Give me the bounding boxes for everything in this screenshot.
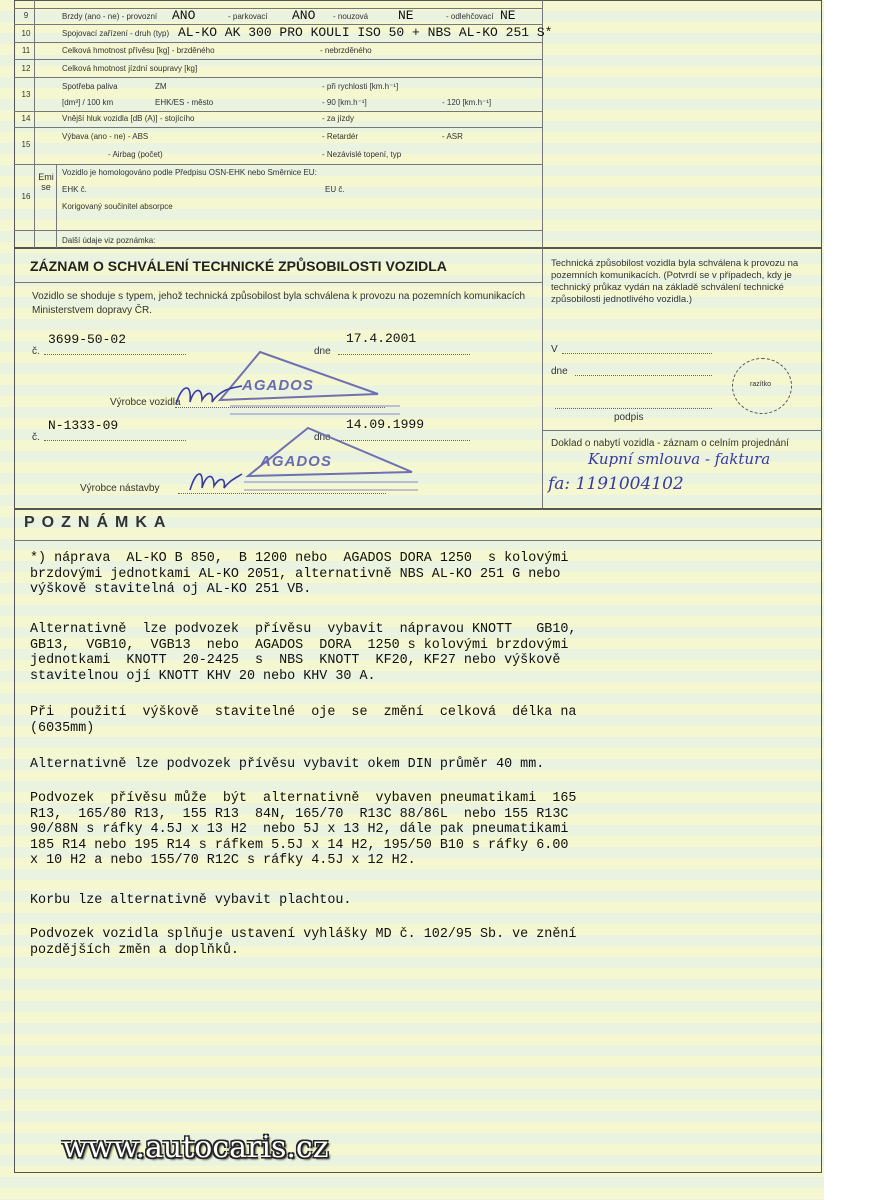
fuel-90-label: - 90 [km.h⁻¹] — [322, 98, 367, 107]
note-paragraph-6: Korbu lze alternativně vybavit plachtou. — [30, 893, 352, 908]
note-paragraph-5: Podvozek přívěsu může být alternativně vybaven pneumatikami 165 R13, 165/80 R13, 155 R13 84N, 165/70 R13C 88/86L nebo 155 R13C 90/88N s ráfky 4.5J x 13 H2 nebo 5J x 13 H2, dále pak pneumatikami 185 R14 nebo 195 R14 s ráfkem 5.5J x 14 H2, 195/50 B10 s ráfky 6.00 x 10 H2 a nebo 155/70 R12C s ráfky 4.5J x 12 H2. — [30, 791, 577, 868]
approval-date-1: 17.4.2001 — [346, 331, 417, 346]
relief-label: - odlehčovací — [446, 12, 494, 21]
number-label: č. — [32, 346, 40, 357]
row-number: 9 — [23, 11, 29, 20]
approval-divider — [542, 248, 543, 510]
note-paragraph-2: Alternativně lze podvozek přívěsu vybavit nápravou KNOTT GB10, GB13, VGB10, VGB13 nebo AGADOS DORA 1250 s kolovými brzdovými jednotkami KNOTT 20-2425 s NBS KNOTT KF20, KF27 nebo výškově stavitelnou ojí KNOTT KHV 20 nebo KHV 30 A. — [30, 622, 577, 684]
coupling-label: Spojovací zařízení - druh (typ) — [62, 29, 170, 38]
asr-label: - ASR — [442, 132, 463, 141]
fuel-120-label: - 120 [km.h⁻¹] — [442, 98, 492, 107]
number-label: č. — [32, 432, 40, 443]
signature-label: podpis — [614, 412, 644, 423]
unbraked-weight-label: - nebrzděného — [320, 46, 372, 55]
fuel-city-label: EHK/ES - město — [155, 98, 214, 107]
further-data-label: Další údaje viz poznámka: — [62, 236, 156, 245]
approval-number-1: 3699-50-02 — [48, 332, 127, 347]
handwritten-contract: Kupní smlouva - faktura — [588, 450, 771, 468]
row-number: 15 — [21, 140, 31, 149]
brakes-emergency-value: NE — [398, 8, 414, 23]
approval-date-2: 14.09.1999 — [346, 417, 425, 432]
row-number: 10 — [21, 29, 31, 38]
agados-logo-text: AGADOS — [260, 453, 332, 470]
agados-logo-text: AGADOS — [242, 377, 314, 394]
emise-vertical-label: Emise — [38, 172, 54, 192]
scan-margin — [824, 0, 872, 1200]
date-label: dne — [314, 432, 331, 443]
fuel-label: Spotřeba paliva — [62, 82, 118, 91]
acquisition-doc-label: Doklad o nabytí vozidla - záznam o celním projednání — [551, 438, 789, 449]
coupling-value: AL-KO AK 300 PRO KOULI ISO 50 + NBS AL-KO 251 S* — [178, 25, 553, 40]
note-paragraph-3: Při použití výškově stavitelné oje se změní celková délka na (6035mm) — [30, 705, 577, 736]
place-label: V — [551, 344, 558, 355]
parking-label: - parkovací — [228, 12, 268, 21]
fuel-zm-label: ZM — [155, 82, 167, 91]
absorption-label: Korigovaný součinitel absorpce — [62, 202, 173, 211]
abs-label: Výbava (ano - ne) - ABS — [62, 132, 149, 141]
vehicle-maker-label: Výrobce vozidla — [110, 397, 181, 408]
row-number: 12 — [21, 64, 31, 73]
row-number: 16 — [21, 192, 31, 201]
combination-weight-label: Celková hmotnost jízdní soupravy [kg] — [62, 64, 198, 73]
seal-label: razítko — [750, 381, 772, 388]
row-number: 11 — [21, 46, 31, 55]
emise-col-divider — [56, 165, 57, 248]
note-paragraph-1: *) náprava AL-KO B 850, B 1200 nebo AGADOS DORA 1250 s kolovými brzdovými jednotkami AL-KO 2051, alternativně NBS AL-KO 251 G nebo výškově stavitelná oj AL-KO 251 VB. — [30, 551, 569, 597]
retarder-label: - Retardér — [322, 132, 359, 141]
signature-1 — [172, 378, 252, 412]
braked-weight-label: Celková hmotnost přívěsu [kg] - brzděného — [62, 46, 215, 55]
brakes-service-value: ANO — [172, 8, 196, 23]
body-maker-label: Výrobce nástavby — [80, 483, 160, 494]
note-title: POZNÁMKA — [24, 514, 173, 531]
approval-number-2: N-1333-09 — [48, 418, 119, 433]
note-paragraph-4: Alternativně lze podvozek přívěsu vybavit okem DIN průměr 40 mm. — [30, 757, 545, 772]
brakes-relief-value: NE — [500, 8, 516, 23]
approval-intro: Vozidlo se shoduje s typem, jehož technická způsobilost byla schválena k provozu na pozemních komunikacích Ministerstvem dopravy ČR. — [32, 291, 526, 316]
noise-drive-label: - za jízdy — [322, 114, 355, 123]
fuel-unit-label: [dm³] / 100 km — [62, 98, 114, 107]
signature-2 — [186, 462, 246, 496]
brakes-label: Brzdy (ano - ne) - provozní — [62, 12, 158, 21]
ehk-label: EHK č. — [62, 185, 87, 194]
homologation-label: Vozidlo je homologováno podle Předpisu OSN-EHK nebo Směrnice EU: — [62, 168, 317, 177]
row-number: 13 — [21, 90, 31, 99]
note-paragraph-7: Podvozek vozidla splňuje ustavení vyhlášky MD č. 102/95 Sb. ve znění pozdějších změn a doplňků. — [30, 927, 577, 958]
right-box-text: Technická způsobilost vozidla byla schválena k provozu na pozemních komunikacích. (Potvrdí se v případech, kdy je technický průkaz vydán na základě schválení technické způsobilosti jednotlivého vozidla.) — [551, 258, 799, 305]
eu-label: EU č. — [325, 185, 345, 194]
emergency-label: - nouzová — [333, 12, 369, 21]
date-label: dne — [551, 366, 568, 377]
heating-label: - Nezávislé topení, typ — [322, 150, 402, 159]
noise-label: Vnější hluk vozidla [dB (A)] - stojícího — [62, 114, 195, 123]
airbag-label: - Airbag (počet) — [108, 150, 163, 159]
handwritten-invoice: fa: 1191004102 — [548, 474, 684, 494]
date-label: dne — [314, 346, 331, 357]
approval-title: ZÁZNAM O SCHVÁLENÍ TECHNICKÉ ZPŮSOBILOSTI VOZIDLA — [30, 258, 447, 274]
row-number: 14 — [21, 114, 31, 123]
brakes-parking-value: ANO — [292, 8, 316, 23]
watermark: www.autocaris.cz — [62, 1130, 329, 1165]
fuel-speed-label: - při rychlosti [km.h⁻¹] — [322, 82, 399, 91]
